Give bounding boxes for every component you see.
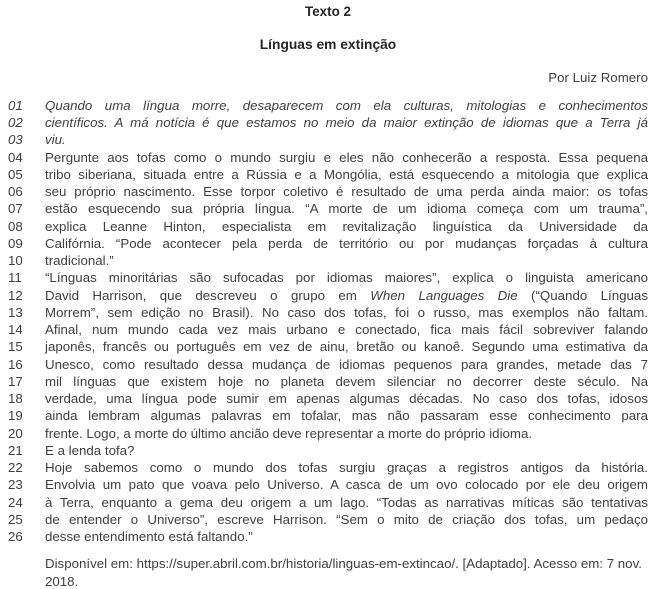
line-number: 17 (8, 373, 23, 389)
text-line (8, 425, 648, 442)
line-text: Morrem”, sem edição no Brasil). No caso dos tofas, foi o russo, mas exemplos não faltam. (45, 304, 648, 320)
line-number: 19 (8, 408, 23, 424)
text-line (8, 166, 648, 183)
line-number: 13 (8, 304, 23, 320)
text-line (8, 373, 648, 390)
line-number: 22 (8, 460, 23, 475)
text-line (8, 511, 648, 528)
line-number: 16 (8, 356, 23, 372)
text-line (8, 149, 648, 166)
line-number: 26 (8, 529, 23, 544)
line-text: Envolvia um pato que voava pelo Universo. A casca de um ovo colocado por ele deu origem (45, 477, 648, 493)
text-line (8, 218, 648, 235)
text-line (8, 390, 648, 407)
text-line (8, 528, 648, 545)
line-text: mil línguas que existem hoje no planeta devem silenciar no decorrer deste século. Na (45, 373, 648, 389)
line-text: viu. (45, 132, 66, 148)
line-number: 01 (8, 97, 23, 113)
source-citation-line: Disponível em: https://super.abril.com.br/historia/linguas-em-extincao/. [Adaptado]. Acesso em: 7 nov. (45, 556, 642, 572)
line-number: 23 (8, 477, 23, 493)
line-number: 06 (8, 184, 23, 199)
text-line (8, 235, 648, 252)
line-text: à Terra, enquanto a gema deu origem a um lago. “Todas as narrativas míticas são tentativas (45, 494, 648, 510)
text-number-label: Texto 2 (305, 4, 351, 19)
line-number: 07 (8, 201, 23, 217)
line-text: de entender o Universo”, escreve Harrison. “Sem o mito de criação dos tofas, um pedaço (45, 511, 648, 527)
line-text: japonês, francês ou português em vez de ainu, bretão ou kanoê. Segundo uma estimativa da (45, 339, 648, 355)
line-text: ainda lembram algumas palavras em tofalar, mas não passaram esse conhecimento para (45, 408, 648, 424)
line-text: seu próprio nascimento. Esse torpor coletivo é resultado de uma perda ainda maior: os tofas (45, 184, 648, 199)
line-text: E a lenda tofa? (45, 442, 135, 458)
text-line (8, 200, 648, 217)
line-text: David Harrison, que descreveu o grupo em When Languages Die (“Quando Línguas (45, 287, 648, 303)
text-line (8, 304, 648, 321)
line-number: 10 (8, 253, 23, 268)
line-text: tribo siberiana, situada entre a Rússia e a Mongólia, está esquecendo a mitologia que explica (45, 166, 648, 182)
page-title: Línguas em extinção (259, 37, 397, 53)
line-text: Quando uma língua morre, desaparecem com ela culturas, mitologias e conhecimentos (45, 97, 648, 113)
line-number: 12 (8, 287, 23, 303)
line-text: verdade, uma língua pode sumir em apenas algumas décadas. No caso dos tofas, idosos (45, 391, 648, 406)
line-number: 05 (8, 166, 23, 182)
text-line (8, 114, 648, 131)
line-text: científicos. A má notícia é que estamos no meio da maior extinção de idiomas que a Terra já (45, 115, 648, 130)
line-text: tradicional.” (45, 253, 114, 268)
text-line (8, 356, 648, 373)
line-text: “Línguas minoritárias são sufocadas por idiomas maiores”, explica o linguista americano (45, 270, 648, 286)
source-citation (0, 555, 656, 589)
source-citation-line: 2018. (45, 573, 79, 589)
line-number: 15 (8, 339, 23, 355)
line-text: explica Leanne Hinton, especialista em revitalização linguística da Universidade da (45, 218, 648, 234)
text-line (8, 338, 648, 355)
line-text: Hoje sabemos como o mundo dos tofas surgiu graças a registros antigos da história. (45, 460, 648, 475)
line-number: 25 (8, 511, 23, 527)
text-line (8, 407, 648, 424)
line-number: 14 (8, 322, 23, 337)
text-lines (0, 97, 656, 546)
line-number: 21 (8, 442, 23, 458)
line-number: 09 (8, 235, 23, 251)
text-line (8, 321, 648, 338)
text-line (8, 97, 648, 114)
line-number: 11 (8, 270, 22, 286)
line-number: 03 (8, 132, 23, 148)
line-text: Afinal, num mundo cada vez mais urbano e conectado, fica mais fácil sobreviver falando (45, 322, 648, 337)
line-number: 08 (8, 218, 23, 234)
text-line (8, 131, 648, 148)
line-text: Pergunte aos tofas como o mundo surgiu e eles não conhecerão a resposta. Essa pequena (45, 149, 648, 165)
line-text: estão esquecendo sua própria língua. “A morte de um idioma começa com um trauma”, (45, 201, 648, 217)
line-number: 20 (8, 425, 23, 441)
author-byline: Por Luiz Romero (548, 69, 648, 85)
text-line (8, 269, 648, 286)
line-number: 18 (8, 391, 23, 406)
line-text: Unesco, como resultado dessa mudança de idiomas pequenos para grandes, metade das 7 (45, 356, 648, 372)
line-text: Califórnia. “Pode acontecer pela perda de território ou por mudanças forçadas à cultura (45, 235, 648, 251)
line-text: frente. Logo, a morte do último ancião deve representar a morte do próprio idioma. (45, 425, 533, 441)
line-number: 04 (8, 149, 23, 165)
text-line (8, 287, 648, 304)
text-line (8, 476, 648, 493)
text-line (8, 442, 648, 459)
line-text: desse entendimento está faltando.” (45, 529, 253, 544)
text-line (8, 494, 648, 511)
line-number: 24 (8, 494, 23, 510)
line-number: 02 (8, 115, 23, 130)
text-line (8, 459, 648, 476)
text-line (8, 252, 648, 269)
text-line (8, 183, 648, 200)
